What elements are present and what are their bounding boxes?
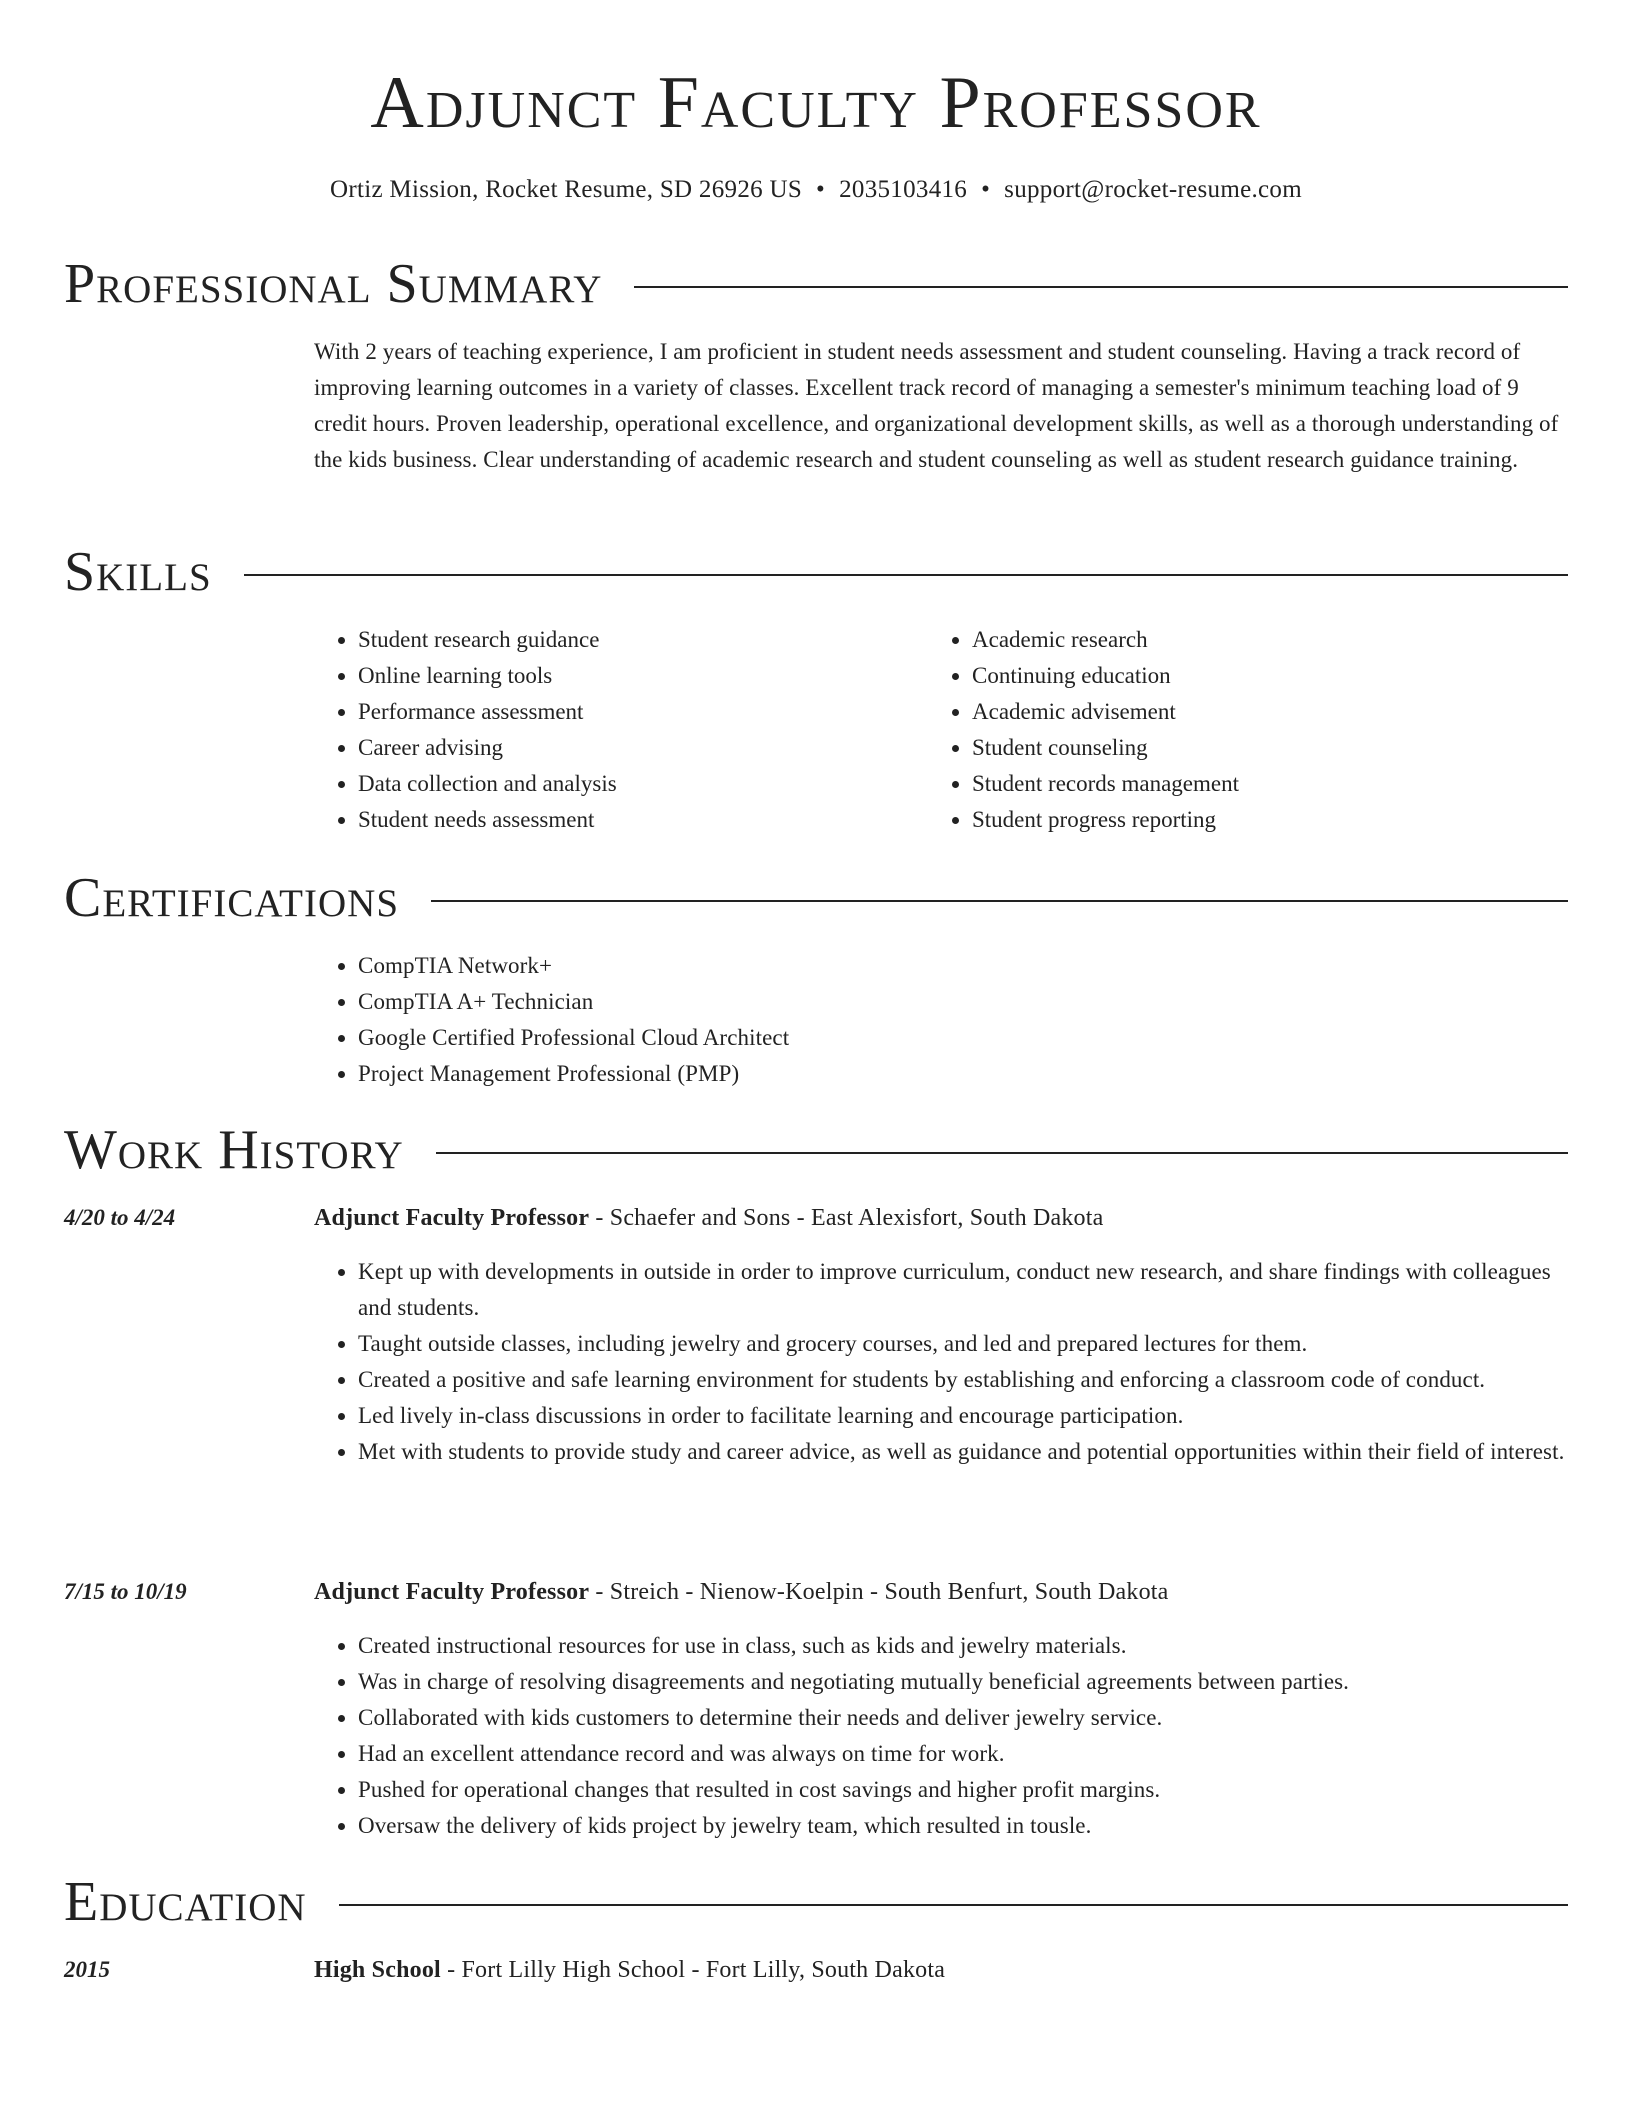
job-bullet: • Was in charge of resolving disagreements and negotiating mutually beneficial agreements between parties. xyxy=(358,1664,1568,1700)
job-bullet: • Created instructional resources for use in class, such as kids and jewelry materials. xyxy=(358,1628,1568,1664)
skill-item: • Online learning tools xyxy=(358,658,914,694)
job-bullet: • Oversaw the delivery of kids project by jewelry team, which resulted in tousle. xyxy=(358,1808,1568,1844)
work-history-heading: Work History xyxy=(64,1119,404,1181)
contact-address: Ortiz Mission, Rocket Resume, SD 26926 US xyxy=(330,176,803,203)
candidate-name: Adjunct Faculty Professor xyxy=(370,62,1262,144)
skill-item: • Student counseling xyxy=(972,730,1528,766)
skill-item: • Data collection and analysis xyxy=(358,766,914,802)
job-employer-location: - Streich - Nienow-Koelpin - South Benfurt, South Dakota xyxy=(589,1579,1169,1605)
skill-item: • Performance assessment xyxy=(358,694,914,730)
skill-item: • Academic advisement xyxy=(972,694,1528,730)
contact-separator: • xyxy=(981,176,991,203)
skill-item: • Career advising xyxy=(358,730,914,766)
job-heading xyxy=(314,1574,1568,1610)
certification-item: • CompTIA Network+ xyxy=(358,948,1568,984)
education-school-location: - Fort Lilly High School - Fort Lilly, South Dakota xyxy=(440,1957,946,1983)
summary-text: With 2 years of teaching experience, I am proficient in student needs assessment and student counseling. Having a track record of improving learning outcomes in a variety of classes. Excellent track record of managing a semester's minimum teaching load of 9 credit hours. Proven leadership, operational excellence, and organizational development skills, as well as a thorough understanding of the kids business. Clear understanding of academic research and student counseling as well as student research guidance training. xyxy=(314,339,1559,472)
summary-section-header xyxy=(64,252,1568,316)
job-bullets xyxy=(314,1628,1568,1844)
job-bullet: • Collaborated with kids customers to determine their needs and deliver jewelry service. xyxy=(358,1700,1568,1736)
certification-item: • Google Certified Professional Cloud Architect xyxy=(358,1020,1568,1056)
education-heading-line xyxy=(314,1952,1568,1988)
job-bullets xyxy=(314,1254,1568,1470)
section-divider xyxy=(339,1904,1568,1906)
skill-item: • Student needs assessment xyxy=(358,802,914,838)
section-divider xyxy=(431,900,1568,902)
certifications-heading: Certifications xyxy=(64,867,400,929)
education-degree: High School xyxy=(314,1957,441,1983)
work-history-section-header xyxy=(64,1118,1568,1182)
certifications-section-header xyxy=(64,866,1568,930)
education-heading: Education xyxy=(64,1871,307,1933)
job-bullet: • Taught outside classes, including jewelry and grocery courses, and led and prepared lectures for them. xyxy=(358,1326,1568,1362)
skill-item: • Student records management xyxy=(972,766,1528,802)
certification-item: • Project Management Professional (PMP) xyxy=(358,1056,1568,1092)
job-bullet: • Pushed for operational changes that resulted in cost savings and higher profit margins. xyxy=(358,1772,1568,1808)
education-section-header xyxy=(64,1870,1568,1934)
job-bullet: • Had an excellent attendance record and was always on time for work. xyxy=(358,1736,1568,1772)
contact-email: support@rocket-resume.com xyxy=(1004,176,1302,203)
job-title: Adjunct Faculty Professor xyxy=(314,1205,590,1231)
section-divider xyxy=(244,574,1568,576)
skills-left-column xyxy=(314,622,914,838)
job-employer-location: - Schaefer and Sons - East Alexisfort, South Dakota xyxy=(589,1205,1104,1231)
skills-heading: Skills xyxy=(64,541,212,603)
job-bullet: • Met with students to provide study and career advice, as well as guidance and potential opportunities within their field of interest. xyxy=(358,1434,1568,1470)
job-bullet: • Led lively in-class discussions in order to facilitate learning and encourage participation. xyxy=(358,1398,1568,1434)
skill-item: • Student progress reporting xyxy=(972,802,1528,838)
job-dates: 7/15 to 10/19 xyxy=(64,1579,187,1604)
certifications-list xyxy=(314,948,1568,1092)
skills-right-column xyxy=(928,622,1528,838)
section-divider xyxy=(436,1152,1568,1154)
education-year: 2015 xyxy=(64,1957,110,1982)
contact-separator: • xyxy=(816,176,826,203)
skill-item: • Continuing education xyxy=(972,658,1528,694)
job-bullet: • Kept up with developments in outside in order to improve curriculum, conduct new research, and share findings with colleagues and students. xyxy=(358,1254,1568,1326)
skill-item: • Academic research xyxy=(972,622,1528,658)
skills-section-header xyxy=(64,540,1568,604)
section-divider xyxy=(634,286,1568,288)
job-title: Adjunct Faculty Professor xyxy=(314,1579,590,1605)
contact-line xyxy=(64,175,1568,205)
summary-heading: Professional Summary xyxy=(64,253,603,315)
job-bullet: • Created a positive and safe learning environment for students by establishing and enforcing a classroom code of conduct. xyxy=(358,1362,1568,1398)
job-heading xyxy=(314,1200,1568,1236)
certification-item: • CompTIA A+ Technician xyxy=(358,984,1568,1020)
skill-item: • Student research guidance xyxy=(358,622,914,658)
contact-phone: 2035103416 xyxy=(839,176,968,203)
job-dates: 4/20 to 4/24 xyxy=(64,1205,176,1230)
